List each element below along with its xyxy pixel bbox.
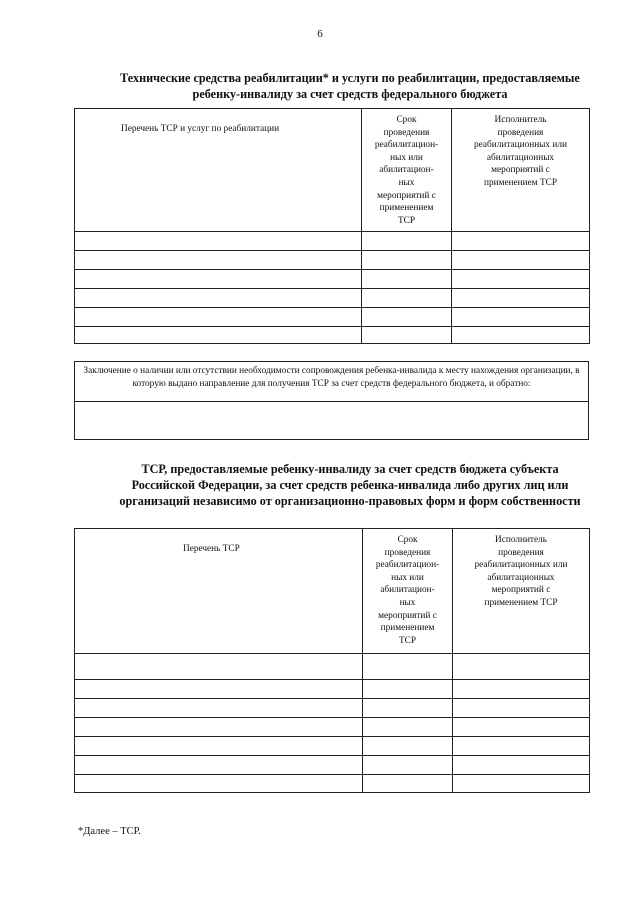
table-cell[interactable] xyxy=(363,680,453,699)
table-cell[interactable] xyxy=(453,680,590,699)
table-cell[interactable] xyxy=(363,775,453,793)
section2-title-line2: Российской Федерации, за счет средств ребенка-инвалида либо других лиц или xyxy=(131,478,569,492)
table-cell[interactable] xyxy=(75,232,362,251)
table-cell[interactable] xyxy=(452,327,590,344)
table-header-row xyxy=(75,529,590,654)
table-cell[interactable] xyxy=(75,699,363,718)
escort-conclusion-label: Заключение о наличии или отсутствии необходимости сопровождения ребенка-инвалида к месту нахождения организации, в которую выдано направление для получения ТСР за счет средств федерального бюджета, и обратно: xyxy=(75,362,588,402)
table-cell[interactable] xyxy=(363,654,453,680)
table-cell[interactable] xyxy=(363,699,453,718)
column-header-list: Перечень ТСР xyxy=(75,529,363,654)
table-cell[interactable] xyxy=(363,737,453,756)
rehab-means-table-federal xyxy=(74,108,590,344)
section2-title-line1: ТСР, предоставляемые ребенку-инвалиду за счет средств бюджета субъекта xyxy=(141,462,559,476)
section1-title-line2: ребенку-инвалиду за счет средств федерального бюджета xyxy=(192,87,508,101)
table-cell[interactable] xyxy=(452,289,590,308)
table-cell[interactable] xyxy=(453,775,590,793)
table-cell[interactable] xyxy=(453,654,590,680)
table-cell[interactable] xyxy=(75,737,363,756)
table-cell[interactable] xyxy=(362,327,452,344)
section2-title-line3: организаций независимо от организационно-правовых форм и форм собственности xyxy=(119,494,581,508)
section1-title xyxy=(60,70,640,102)
footnote: *Далее – ТСР. xyxy=(78,826,141,837)
column-header-list: Перечень ТСР и услуг по реабилитации xyxy=(75,109,362,232)
table-cell[interactable] xyxy=(75,680,363,699)
table-cell[interactable] xyxy=(453,737,590,756)
table-cell[interactable] xyxy=(452,270,590,289)
section1-title-line1: Технические средства реабилитации* и услуги по реабилитации, предоставляемые xyxy=(120,71,580,85)
table-row xyxy=(75,756,590,775)
table-cell[interactable] xyxy=(75,308,362,327)
table-cell[interactable] xyxy=(452,308,590,327)
table-row xyxy=(75,327,590,344)
column-header-executor: Исполнитель проведения реабилитационных или абилитационных мероприятий с применением ТСР xyxy=(453,529,590,654)
table-cell[interactable] xyxy=(75,718,363,737)
table-row xyxy=(75,775,590,793)
table-row xyxy=(75,680,590,699)
table-cell[interactable] xyxy=(362,232,452,251)
escort-conclusion-field[interactable] xyxy=(75,402,588,440)
table-row xyxy=(75,718,590,737)
table-row xyxy=(75,251,590,270)
page-number: 6 xyxy=(317,28,323,40)
table-cell[interactable] xyxy=(75,327,362,344)
table-row xyxy=(75,737,590,756)
table-cell[interactable] xyxy=(362,308,452,327)
table-header-row xyxy=(75,109,590,232)
table-cell[interactable] xyxy=(362,289,452,308)
table-row xyxy=(75,699,590,718)
table-row xyxy=(75,289,590,308)
table-cell[interactable] xyxy=(363,718,453,737)
table-cell[interactable] xyxy=(75,289,362,308)
table-row xyxy=(75,232,590,251)
table-row xyxy=(75,270,590,289)
table-row xyxy=(75,308,590,327)
table-cell[interactable] xyxy=(362,251,452,270)
rehab-means-table-regional xyxy=(74,528,590,793)
table-cell[interactable] xyxy=(75,251,362,270)
table-row xyxy=(75,654,590,680)
table-cell[interactable] xyxy=(452,232,590,251)
escort-conclusion-box xyxy=(74,361,589,440)
table-cell[interactable] xyxy=(453,699,590,718)
table-cell[interactable] xyxy=(75,654,363,680)
table-cell[interactable] xyxy=(453,718,590,737)
column-header-executor: Исполнитель проведения реабилитационных или абилитационных мероприятий с применением ТСР xyxy=(452,109,590,232)
table-cell[interactable] xyxy=(453,756,590,775)
table-cell[interactable] xyxy=(75,270,362,289)
table-cell[interactable] xyxy=(75,775,363,793)
table-cell[interactable] xyxy=(75,756,363,775)
table-cell[interactable] xyxy=(363,756,453,775)
column-header-term: Срок проведения реабилитацион- ных или абилитацион- ных мероприятий с применением ТСР xyxy=(363,529,453,654)
section2-title xyxy=(60,461,640,509)
table-cell[interactable] xyxy=(452,251,590,270)
table-cell[interactable] xyxy=(362,270,452,289)
column-header-term: Срок проведения реабилитацион- ных или абилитацион- ных мероприятий с применением ТСР xyxy=(362,109,452,232)
